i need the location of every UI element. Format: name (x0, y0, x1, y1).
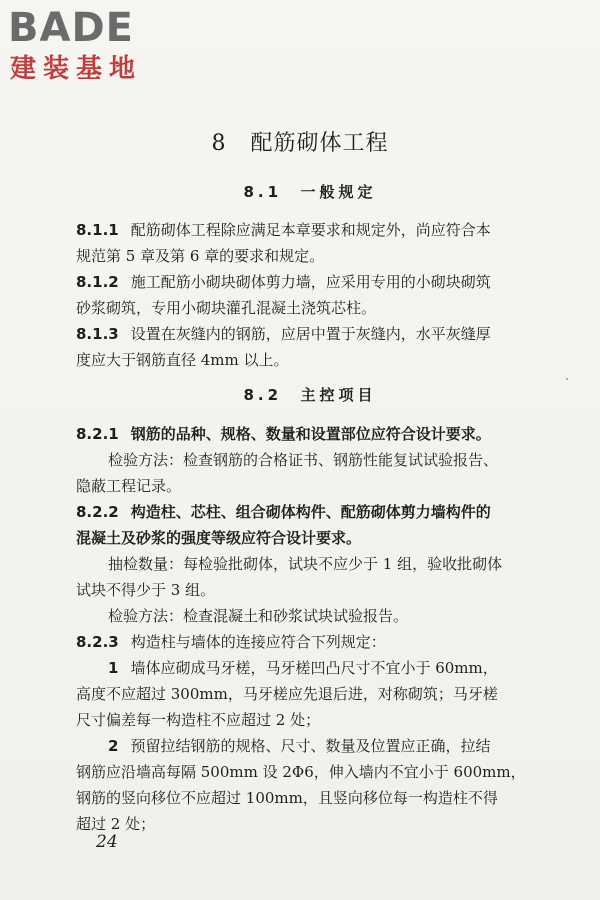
bade-logo (8, 6, 178, 86)
clause-8-1-3-line-2: 度应大于钢筋直径 4mm 以上。 (76, 351, 289, 369)
sub-item-2-line-4: 超过 2 处； (76, 815, 156, 833)
section-title-8-1: 8.1 一般规定 (243, 183, 377, 201)
clause-text: 配筋砌体工程除应满足本章要求和规定外，尚应符合本 (130, 221, 491, 239)
section-title-8-2: 8.2 主控项目 (243, 386, 377, 404)
clause-8-2-1-line-1 (76, 424, 491, 444)
clause-8-2-2-line-2: 混凝土及砂浆的强度等级应符合设计要求。 (76, 529, 362, 547)
clause-number: 8.2.1 (76, 425, 119, 443)
sub-item-2-line-1 (108, 736, 490, 756)
clause-number: 8.2.2 (76, 503, 119, 521)
sub-item-2-line-3: 钢筋的竖向移位不应超过 100mm，且竖向移位每一构造柱不得 (76, 789, 498, 807)
clause-text: 构造柱与墙体的连接应符合下列规定： (130, 633, 386, 651)
clause-number: 8.2.3 (76, 633, 119, 651)
clause-8-1-1-line-1 (76, 220, 491, 240)
clause-8-2-3-line-1 (76, 632, 386, 652)
clause-text: 钢筋的品种、规格、数量和设置部位应符合设计要求。 (130, 425, 491, 443)
scan-speck (566, 378, 568, 380)
logo-brand: BADE (8, 5, 134, 51)
sub-item-number: 1 (108, 659, 119, 677)
clause-8-2-2-line-1 (76, 502, 491, 522)
clause-8-1-2-line-2: 砂浆砌筑，专用小砌块灌孔混凝土浇筑芯柱。 (76, 299, 377, 317)
clause-8-1-3-line-1 (76, 324, 491, 344)
clause-text: 构造柱、芯柱、组合砌体构件、配筋砌体剪力墙构件的 (130, 503, 491, 521)
clause-8-1-2-line-1 (76, 272, 491, 292)
sub-item-text: 墙体应砌成马牙槎，马牙槎凹凸尺寸不宜小于 60mm， (130, 659, 498, 677)
clause-8-1-1-line-2: 规范第 5 章及第 6 章的要求和规定。 (76, 247, 325, 265)
sub-item-text: 预留拉结钢筋的规格、尺寸、数量及位置应正确，拉结 (130, 737, 491, 755)
sub-item-1-line-3: 尺寸偏差每一构造柱不应超过 2 处； (76, 711, 321, 729)
chapter-title: 8 配筋砌体工程 (211, 131, 389, 156)
clause-text: 施工配筋小砌块砌体剪力墙，应采用专用的小砌块砌筑 (130, 273, 491, 291)
clause-8-2-2-sample-line-2: 试块不得少于 3 组。 (76, 581, 216, 599)
sub-item-1-line-1 (108, 658, 498, 678)
clause-8-2-1-method-line-2: 隐蔽工程记录。 (76, 477, 182, 495)
clause-8-2-1-method-line-1: 检验方法：检查钢筋的合格证书、钢筋性能复试试验报告、 (108, 451, 499, 469)
clause-number: 8.1.1 (76, 221, 119, 239)
clause-8-2-2-sample-line-1: 抽检数量：每检验批砌体，试块不应少于 1 组，验收批砌体 (108, 555, 503, 573)
sub-item-2-line-2: 钢筋应沿墙高每隔 500mm 设 2Φ6，伸入墙内不宜小于 600mm， (76, 763, 526, 781)
clause-number: 8.1.2 (76, 273, 119, 291)
logo-subtitle: 建装基地 (10, 54, 143, 84)
clause-number: 8.1.3 (76, 325, 119, 343)
clause-8-2-2-method-line: 检验方法：检查混凝土和砂浆试块试验报告。 (108, 607, 409, 625)
sub-item-1-line-2: 高度不应超过 300mm，马牙槎应先退后进，对称砌筑；马牙槎 (76, 685, 498, 703)
clause-text: 设置在灰缝内的钢筋，应居中置于灰缝内，水平灰缝厚 (130, 325, 491, 343)
page-number: 24 (96, 832, 118, 852)
sub-item-number: 2 (108, 737, 119, 755)
